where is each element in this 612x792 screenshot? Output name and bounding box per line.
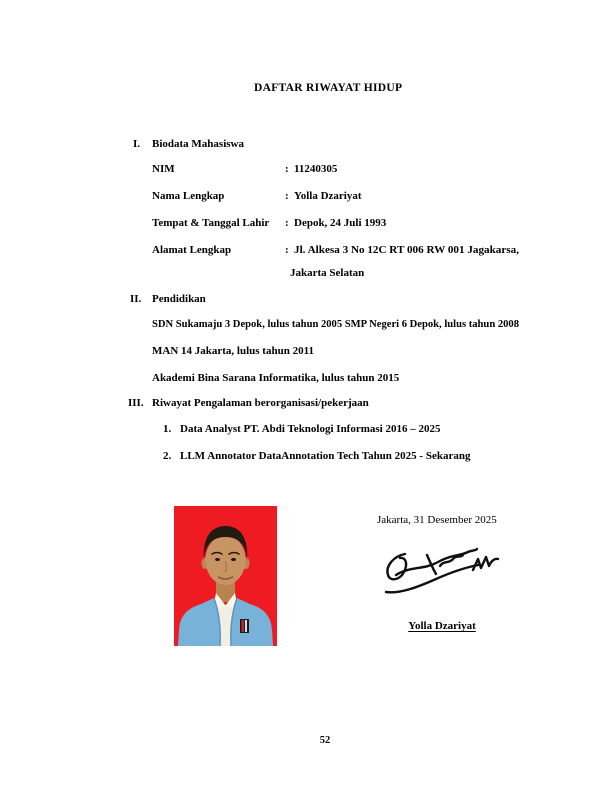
experience-item-2-text: LLM Annotator DataAnnotation Tech Tahun 2025 - Sekarang xyxy=(180,450,471,462)
bio-row-ttl xyxy=(152,217,520,231)
signature-scrawl xyxy=(380,542,500,598)
section-i-heading: Biodata Mahasiswa xyxy=(152,138,244,150)
bio-row-nim xyxy=(152,163,520,177)
section-ii-heading: Pendidikan xyxy=(152,293,206,305)
bio-row-nama xyxy=(152,190,520,204)
place-date: Jakarta, 31 Desember 2025 xyxy=(377,514,497,526)
nim-value: 11240305 xyxy=(294,163,338,175)
signature-image xyxy=(380,542,500,598)
pendidikan-line-2: MAN 14 Jakarta, lulus tahun 2011 xyxy=(152,345,314,357)
page-number: 52 xyxy=(319,735,331,746)
ttl-colon: : xyxy=(285,217,289,229)
section-iii-heading: Riwayat Pengalaman berorganisasi/pekerjaan xyxy=(152,397,369,409)
alamat-value-line1: Jl. Alkesa 3 No 12C RT 006 RW 001 Jagakarsa, xyxy=(294,244,519,256)
signed-name: Yolla Dzariyat xyxy=(408,620,476,632)
pendidikan-line-3: Akademi Bina Sarana Informatika, lulus tahun 2015 xyxy=(152,372,400,384)
nim-colon: : xyxy=(285,163,289,175)
section-iii-numeral: III. xyxy=(128,397,144,409)
alamat-label: Alamat Lengkap xyxy=(152,244,232,256)
profile-photo-illustration xyxy=(174,506,277,646)
ttl-label: Tempat & Tanggal Lahir xyxy=(152,217,270,229)
experience-item-1-text: Data Analyst PT. Abdi Teknologi Informasi 2016 – 2025 xyxy=(180,423,441,435)
profile-photo xyxy=(174,506,277,646)
nama-label: Nama Lengkap xyxy=(152,190,225,202)
nama-colon: : xyxy=(285,190,289,202)
section-i-numeral: I. xyxy=(133,138,141,150)
section-ii-numeral: II. xyxy=(130,293,142,305)
nim-label: NIM xyxy=(152,163,175,175)
pendidikan-line-1: SDN Sukamaju 3 Depok, lulus tahun 2005 SMP Negeri 6 Depok, lulus tahun 2008 xyxy=(152,318,519,330)
document-title: DAFTAR RIWAYAT HIDUP xyxy=(254,82,403,94)
experience-item-1-number: 1. xyxy=(163,423,172,435)
alamat-colon: : xyxy=(285,244,289,256)
experience-item-2-number: 2. xyxy=(163,450,172,462)
alamat-value-line2: Jakarta Selatan xyxy=(290,267,365,279)
ttl-value: Depok, 24 Juli 1993 xyxy=(294,217,387,229)
bio-row-alamat xyxy=(152,244,520,258)
nama-value: Yolla Dzariyat xyxy=(294,190,362,202)
